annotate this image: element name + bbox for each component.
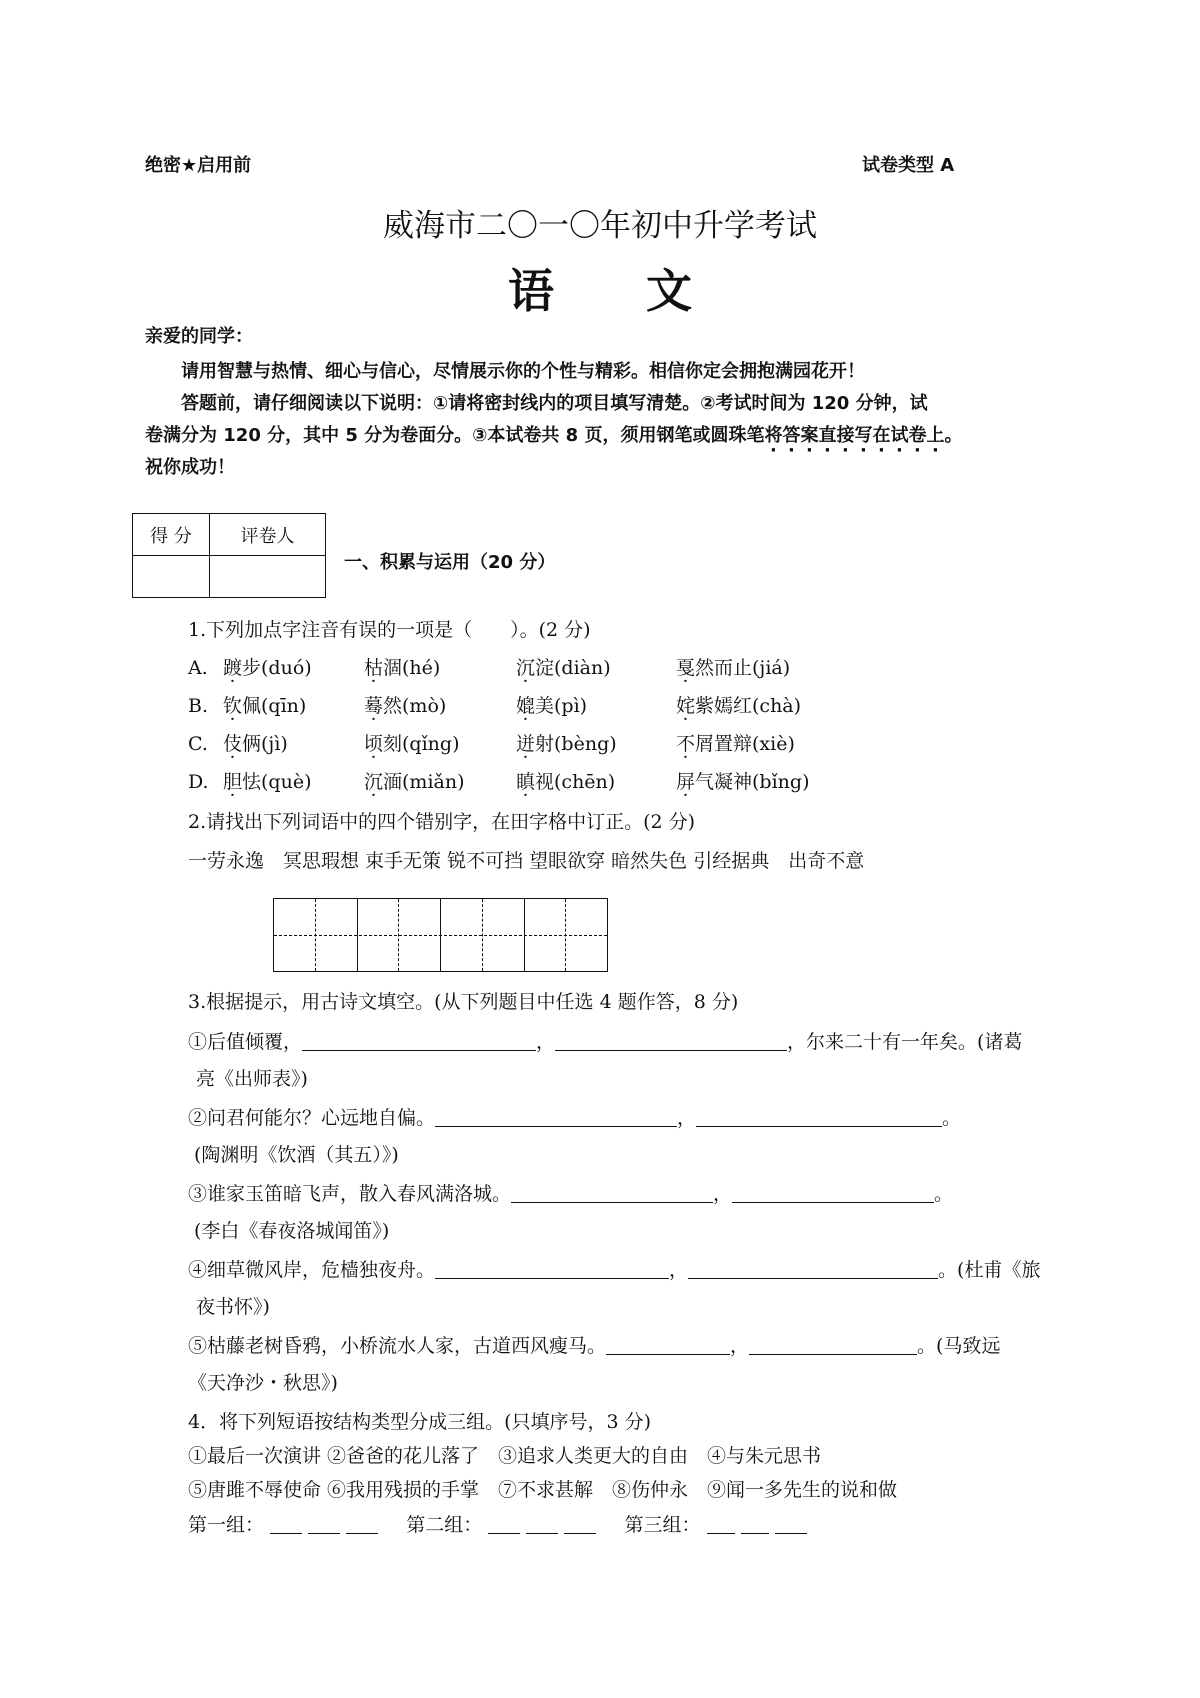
q3-item-5-source: 《天净沙・秋思》) (188, 1372, 338, 1394)
blank[interactable] (741, 1515, 769, 1534)
q1-option-word: 沉湎(miǎn) (364, 771, 465, 793)
q1-option-letter: A. (188, 657, 208, 679)
q3-item-1: ①后值倾覆， ， ，尔来二十有一年矣。(诸葛 (188, 1031, 1023, 1053)
q2-stem: 2.请找出下列词语中的四个错别字，在田字格中订正。(2 分) (188, 811, 696, 833)
blank[interactable] (555, 1032, 787, 1051)
q4-line-2: ⑤唐雎不辱使命 ⑥我用残损的手掌 ⑦不求甚解 ⑧伤仲永 ⑨闻一多先生的说和做 (188, 1479, 898, 1501)
q1-option-word: 沉淀(diàn) (516, 657, 611, 679)
blank[interactable] (346, 1515, 378, 1534)
blank[interactable] (435, 1260, 669, 1279)
intro-line-4: 祝你成功！ (145, 457, 235, 478)
intro-line-1: 请用智慧与热情、细心与信心，尽情展示你的个性与精彩。相信你定会拥抱满园花开！ (181, 361, 865, 382)
q2-words: 一劳永逸 冥思瑕想 束手无策 锐不可挡 望眼欲穿 暗然失色 引经据典 出奇不意 (188, 850, 865, 872)
q1-option-word: 屏气凝神(bǐng) (676, 771, 810, 793)
q3-item-3-source: (李白《春夜洛城闻笛》) (194, 1220, 390, 1242)
blank[interactable] (606, 1336, 730, 1355)
q1-option-word: 踱步(duó) (223, 657, 312, 679)
grader-header: 评卷人 (210, 514, 326, 556)
score-table (132, 513, 326, 598)
score-cell[interactable] (133, 556, 210, 598)
q3-item-2-source: (陶渊明《饮酒（其五）》) (194, 1144, 399, 1166)
q3-item-1-source: 亮《出师表》) (196, 1068, 308, 1090)
q1-option-word: 枯涸(hé) (364, 657, 441, 679)
q3-item-4-source: 夜书怀》) (196, 1296, 270, 1318)
paper-type-label: 试卷类型 A (862, 155, 955, 176)
q3-item-4: ④细草微风岸，危樯独夜舟。 ， 。(杜甫《旅 (188, 1259, 1041, 1281)
q4-stem: 4．将下列短语按结构类型分成三组。(只填序号，3 分) (188, 1411, 652, 1433)
section-1-title: 一、积累与运用（20 分） (344, 552, 556, 573)
q1-option-word: 不屑置辩(xiè) (676, 733, 795, 755)
blank[interactable] (688, 1260, 938, 1279)
q4-answer-line: 第一组： 第二组： 第三组： (188, 1515, 807, 1535)
blank[interactable] (696, 1108, 942, 1127)
q1-option-word: 蓦然(mò) (364, 695, 447, 717)
blank[interactable] (435, 1108, 677, 1127)
q1-option-word: 戛然而止(jiá) (676, 657, 791, 679)
subject-title: 语 文 (508, 264, 692, 318)
score-header: 得 分 (133, 514, 210, 556)
q1-option-letter: C. (188, 733, 208, 755)
q3-item-3: ③谁家玉笛暗飞声，散入春风满洛城。 ， 。 (188, 1183, 954, 1205)
blank[interactable] (302, 1032, 536, 1051)
intro-greeting: 亲爱的同学： (145, 326, 253, 347)
q1-option-word: 迸射(bèng) (516, 733, 617, 755)
blank[interactable] (707, 1515, 735, 1534)
tianzige-grid[interactable] (273, 898, 608, 972)
q4-line-1: ①最后一次演讲 ②爸爸的花儿落了 ③追求人类更大的自由 ④与朱元思书 (188, 1445, 822, 1467)
intro-line-3-emphasis: 将答案直接写在试卷上 (764, 425, 945, 446)
q1-option-letter: B. (188, 695, 209, 717)
intro-line-3a: 卷满分为 120 分，其中 5 分为卷面分。③本试卷共 8 页，须用钢笔或圆珠笔 (145, 425, 765, 446)
q1-option-word: 姹紫嫣红(chà) (676, 695, 802, 717)
grader-cell[interactable] (210, 556, 326, 598)
intro-line-3b: 。 (944, 425, 963, 446)
q3-item-2: ②问君何能尔？心远地自偏。 ， 。 (188, 1107, 962, 1129)
blank[interactable] (564, 1515, 596, 1534)
blank[interactable] (511, 1184, 713, 1203)
blank[interactable] (732, 1184, 934, 1203)
blank[interactable] (308, 1515, 340, 1534)
q1-option-word: 钦佩(qīn) (223, 695, 307, 717)
q1-option-word: 媲美(pì) (516, 695, 588, 717)
blank[interactable] (488, 1515, 520, 1534)
q1-stem: 1.下列加点字注音有误的一项是（ ）。(2 分) (188, 619, 591, 641)
exam-title: 威海市二〇一〇年初中升学考试 (383, 208, 817, 244)
q1-option-word: 顷刻(qǐng) (364, 733, 460, 755)
q1-option-word: 瞋视(chēn) (516, 771, 616, 793)
blank[interactable] (270, 1515, 302, 1534)
blank[interactable] (526, 1515, 558, 1534)
q1-option-word: 胆怯(què) (223, 771, 312, 793)
blank[interactable] (749, 1336, 917, 1355)
q3-item-5: ⑤枯藤老树昏鸦，小桥流水人家，古道西风瘦马。 ， 。(马致远 (188, 1335, 1001, 1357)
intro-line-3 (145, 421, 962, 447)
q3-stem: 3.根据提示，用古诗文填空。(从下列题目中任选 4 题作答，8 分) (188, 991, 739, 1013)
blank[interactable] (775, 1515, 807, 1534)
confidential-label: 绝密★启用前 (145, 155, 252, 176)
q1-option-letter: D. (188, 771, 209, 793)
intro-line-2: 答题前，请仔细阅读以下说明：①请将密封线内的项目填写清楚。②考试时间为 120 分钟，试 (181, 393, 928, 414)
q1-option-word: 伎俩(jì) (223, 733, 288, 755)
